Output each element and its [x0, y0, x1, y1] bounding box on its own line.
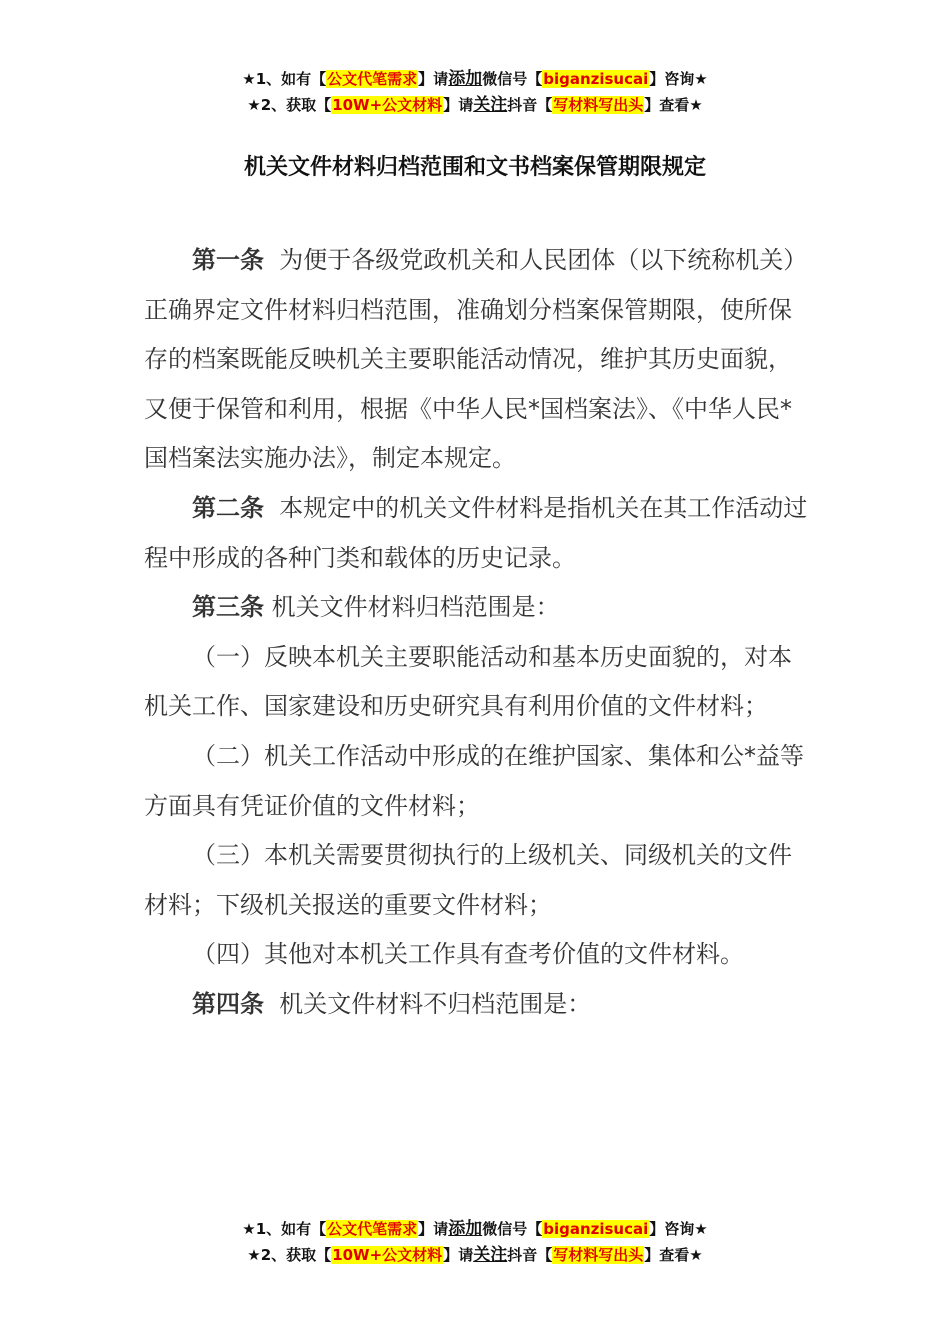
footer-highlight-wechat-id: biganzisucai: [543, 1220, 649, 1238]
highlight-service: 公文代笔需求: [327, 70, 418, 88]
article-3-item-2: （二）机关工作活动中形成的在维护国家、集体和公*益等方面具有凭证价值的文件材料；: [144, 741, 804, 820]
footer-line-2: ★2、获取【10W+公文材料】请关注抖音【写材料写出头】查看★: [247, 1245, 703, 1265]
footer-highlight-service: 公文代笔需求: [327, 1220, 418, 1238]
article-4: 第四条 机关文件材料不归档范围是：: [192, 989, 592, 1018]
footer-highlight-douyin: 写材料写出头: [553, 1246, 644, 1264]
highlight-wechat-id: biganzisucai: [543, 70, 649, 88]
article-3-item-1: （一）反映本机关主要职能活动和基本历史面貌的，对本机关工作、国家建设和历史研究具有利用价值的文件材料；: [144, 642, 792, 721]
footer-line-1: ★1、如有【公文代笔需求】请添加微信号【biganzisucai】咨询★: [242, 1219, 708, 1239]
highlight-douyin: 写材料写出头: [553, 96, 644, 114]
document-body: [144, 236, 808, 1030]
document-title: 机关文件材料归档范围和文书档案保管期限规定: [243, 155, 706, 180]
article-3-item-4: （四）其他对本机关工作具有查考价值的文件材料。: [192, 940, 744, 969]
banner-line-2: ★2、获取【10W+公文材料】请关注抖音【写材料写出头】查看★: [247, 95, 703, 115]
footer-highlight-materials: 10W+公文材料: [332, 1246, 443, 1264]
footer-banner: [0, 1216, 950, 1268]
article-3-item-3: （三）本机关需要贯彻执行的上级机关、同级机关的文件材料；下级机关报送的重要文件材料；: [144, 841, 792, 919]
header-banner: [0, 66, 950, 118]
article-2: 第二条 本规定中的机关文件材料是指机关在其工作活动过程中形成的各种门类和载体的历史记录。: [144, 493, 808, 572]
article-1: 第一条 为便于各级党政机关和人民团体（以下统称机关）正确界定文件材料归档范围，准确划分档案保管期限，使所保存的档案既能反映机关主要职能活动情况，维护其历史面貌，又便于保管和利用，根据《中华人民*国档案法》、《中华人民*国档案法实施办法》，制定本规定。: [144, 246, 808, 473]
article-3: 第三条 机关文件材料归档范围是：: [192, 593, 560, 622]
highlight-materials: 10W+公文材料: [332, 96, 443, 114]
banner-line-1: ★1、如有【公文代笔需求】请添加微信号【biganzisucai】咨询★: [242, 69, 708, 89]
